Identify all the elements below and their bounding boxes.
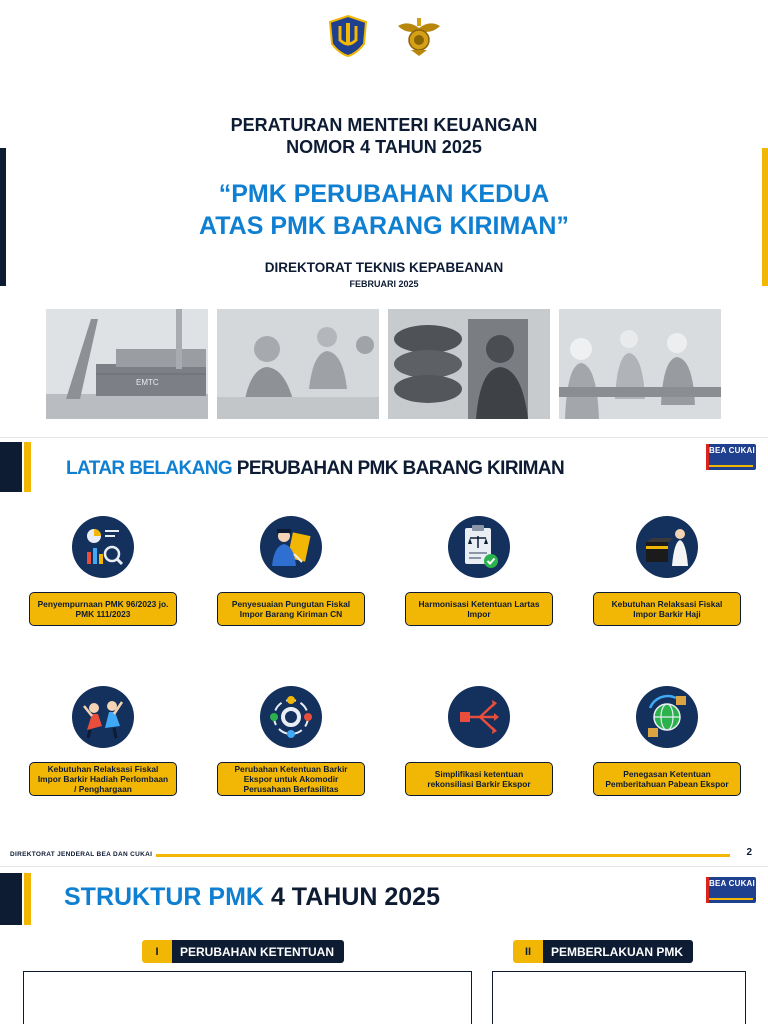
- slide-accent-dark: [0, 442, 22, 492]
- structure-title-rest: 4 TAHUN 2025: [264, 883, 440, 911]
- bea-cukai-logo: [706, 877, 756, 903]
- background-item-label: Simplifikasi ketentuan rekonsiliasi Barkir Ekspor: [405, 762, 553, 796]
- container-port-photo: [46, 309, 208, 419]
- background-item-label: Penyempurnaan PMK 96/2023 jo. PMK 111/2023: [29, 592, 177, 626]
- globe-packages-icon: [636, 686, 698, 748]
- background-item-label: Harmonisasi Ketentuan Lartas Impor: [405, 592, 553, 626]
- section-tab-1: [142, 940, 344, 963]
- winners-icon: [72, 686, 134, 748]
- background-slide: [0, 437, 768, 863]
- bea-cukai-logo: [706, 444, 756, 470]
- kaaba-pilgrim-icon: [636, 516, 698, 578]
- structure-slide: [0, 866, 768, 1024]
- structure-title-accent: STRUKTUR PMK: [64, 883, 264, 911]
- clipboard-balance-icon: [448, 516, 510, 578]
- regulation-subtitle-line2: ATAS PMK BARANG KIRIMAN”: [199, 212, 569, 240]
- regulation-subtitle-line1: “PMK PERUBAHAN KEDUA: [218, 180, 550, 208]
- bea-cukai-logo-text: BEA CUKAI: [709, 879, 755, 888]
- directorate-name: DIREKTORAT TEKNIS KEPABEANAN: [264, 260, 504, 275]
- background-item-label: Penegasan Ketentuan Pemberitahuan Pabean Ekspor: [593, 762, 741, 796]
- regulation-subtitle: [0, 178, 768, 242]
- footer-line: [156, 854, 730, 857]
- regulation-title-line2: NOMOR 4 TAHUN 2025: [286, 137, 482, 157]
- chart-analysis-icon: [72, 516, 134, 578]
- background-item-label: Kebutuhan Relaksasi Fiskal Impor Barkir Hadiah Perlombaan / Penghargaan: [29, 762, 177, 796]
- pemberlakuan-pmk-panel: [492, 971, 746, 1024]
- cover-date: FEBRUARI 2025: [349, 279, 419, 289]
- slide-accent-yellow: [24, 873, 31, 925]
- background-title-rest: PERUBAHAN PMK BARANG KIRIMAN: [232, 458, 565, 479]
- svg-text:EMTC: EMTC: [136, 378, 159, 387]
- section-number: II: [513, 940, 543, 963]
- flow-split-icon: [448, 686, 510, 748]
- background-title-accent: LATAR BELAKANG: [66, 458, 233, 479]
- regulation-title: [0, 114, 768, 158]
- slide-accent-yellow: [24, 442, 31, 492]
- background-title: [66, 458, 564, 480]
- factory-workers-photo: [217, 309, 379, 419]
- regulation-title-line1: PERATURAN MENTERI KEUANGAN: [230, 115, 538, 135]
- section-tab-2: [513, 940, 693, 963]
- cover-slide: [0, 0, 768, 432]
- background-item-label: Perubahan Ketentuan Barkir Ekspor untuk Akomodir Perusahaan Berfasilitas: [217, 762, 365, 796]
- tire-inspection-photo: [388, 309, 550, 419]
- section-number: I: [142, 940, 172, 963]
- perubahan-ketentuan-panel: [23, 971, 472, 1024]
- footer-text: DIREKTORAT JENDERAL BEA DAN CUKAI: [10, 851, 153, 858]
- photo-strip: [46, 309, 721, 419]
- background-item-label: Penyesuaian Pungutan Fiskal Impor Barang Kiriman CN: [217, 592, 365, 626]
- section-label: PEMBERLAKUAN PMK: [543, 940, 693, 963]
- background-item-label: Kebutuhan Relaksasi Fiskal Impor Barkir Haji: [593, 592, 741, 626]
- logo-row: [0, 14, 768, 58]
- production-line-photo: [559, 309, 721, 419]
- page-number: 2: [746, 847, 752, 858]
- officer-document-icon: [260, 516, 322, 578]
- bea-cukai-logo-text: BEA CUKAI: [709, 446, 755, 455]
- gear-cycle-icon: [260, 686, 322, 748]
- kemenkeu-logo: [326, 14, 370, 58]
- structure-title: [64, 883, 440, 912]
- slide-accent-dark: [0, 873, 22, 925]
- bea-cukai-emblem: [396, 14, 442, 58]
- section-label: PERUBAHAN KETENTUAN: [172, 940, 344, 963]
